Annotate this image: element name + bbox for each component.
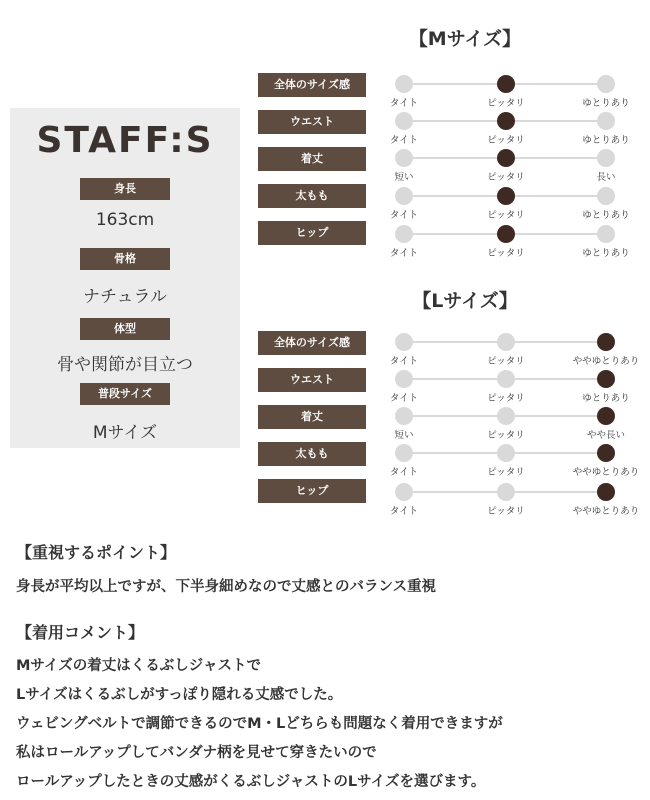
scale-tick-label: ゆとりあり: [582, 210, 630, 221]
comment-line: ウェビングベルトで調節できるのでM・Lどちらも問題なく着用できますが: [16, 716, 503, 732]
scale-dot: [395, 483, 413, 501]
comment-line: ロールアップしたときの丈感がくるぶしジャストのLサイズを選びます。: [16, 774, 486, 790]
height-value: 163cm: [95, 210, 155, 230]
scale-tick-label: ややゆとりあり: [572, 467, 640, 478]
l-row-label: 着丈: [258, 405, 366, 429]
scale-dot: [597, 225, 615, 243]
selected-scale-dot: [597, 370, 615, 388]
scale-dot: [597, 75, 615, 93]
frame-badge: 骨格: [80, 248, 170, 270]
scale-dot: [395, 187, 413, 205]
selected-scale-dot: [497, 75, 515, 93]
scale-dot: [395, 112, 413, 130]
usual-size-value: Mサイズ: [92, 423, 158, 443]
scale-dot: [597, 187, 615, 205]
point-heading: 【重視するポイント】: [16, 543, 177, 562]
scale-tick-label: 長い: [596, 172, 616, 183]
usual-size-badge: 普段サイズ: [80, 383, 170, 405]
scale-tick-label: ゆとりあり: [582, 135, 630, 146]
selected-scale-dot: [597, 444, 615, 462]
m-row-label: 全体のサイズ感: [258, 73, 366, 97]
scale-tick-label: タイト: [389, 98, 419, 109]
scale-dot: [395, 333, 413, 351]
scale-dot: [597, 112, 615, 130]
m-row-label: 太もも: [258, 184, 366, 208]
scale-dot: [395, 75, 413, 93]
scale-tick-label: ゆとりあり: [582, 98, 630, 109]
selected-scale-dot: [597, 333, 615, 351]
height-badge: 身長: [80, 178, 170, 200]
comment-line: 私はロールアップしてバンダナ柄を見せて穿きたいので: [16, 745, 377, 761]
scale-dot: [395, 407, 413, 425]
scale-tick-label: ゆとりあり: [582, 393, 630, 404]
selected-scale-dot: [497, 225, 515, 243]
scale-tick-label: タイト: [389, 210, 419, 221]
scale-tick-label: ピッタリ: [487, 172, 525, 183]
scale-tick-label: やや長い: [586, 430, 626, 441]
staff-card: [10, 108, 240, 448]
scale-tick-label: ピッタリ: [487, 248, 525, 259]
scale-tick-label: タイト: [389, 135, 419, 146]
m-row-label: ヒップ: [258, 221, 366, 245]
scale-tick-label: タイト: [389, 506, 419, 517]
scale-tick-label: ピッタリ: [487, 356, 525, 367]
selected-scale-dot: [597, 483, 615, 501]
scale-tick-label: ややゆとりあり: [572, 356, 640, 367]
staff-title: STAFF:S: [36, 120, 214, 161]
l-row-label: 全体のサイズ感: [258, 331, 366, 355]
scale-tick-label: タイト: [389, 393, 419, 404]
scale-tick-label: ピッタリ: [487, 430, 525, 441]
selected-scale-dot: [597, 407, 615, 425]
scale-dot: [497, 333, 515, 351]
scale-dot: [395, 444, 413, 462]
scale-dot: [395, 225, 413, 243]
scale-tick-label: ゆとりあり: [582, 248, 630, 259]
point-text: 身長が平均以上ですが、下半身細めなので丈感とのバランス重視: [16, 579, 437, 595]
scale-tick-label: 短い: [394, 430, 414, 441]
selected-scale-dot: [497, 187, 515, 205]
scale-tick-label: ピッタリ: [487, 135, 525, 146]
selected-scale-dot: [497, 149, 515, 167]
m-row-label: ウエスト: [258, 110, 366, 134]
scale-dot: [497, 444, 515, 462]
body-type-badge: 体型: [80, 318, 170, 340]
comment-line: Mサイズの着丈はくるぶしジャストで: [16, 658, 261, 674]
scale-tick-label: ピッタリ: [487, 98, 525, 109]
scale-tick-label: ピッタリ: [487, 393, 525, 404]
comment-line: Lサイズはくるぶしがすっぽり隠れる丈感でした。: [16, 687, 343, 703]
m-row-label: 着丈: [258, 147, 366, 171]
l-row-label: ヒップ: [258, 479, 366, 503]
frame-value: ナチュラル: [83, 287, 167, 307]
body-type-value: 骨や関節が目立つ: [57, 355, 193, 375]
scale-tick-label: タイト: [389, 356, 419, 367]
scale-tick-label: ややゆとりあり: [572, 506, 640, 517]
scale-tick-label: タイト: [389, 248, 419, 259]
scale-dot: [395, 149, 413, 167]
selected-scale-dot: [497, 112, 515, 130]
scale-dot: [597, 149, 615, 167]
l-size-title: 【Lサイズ】: [412, 290, 518, 312]
scale-dot: [497, 483, 515, 501]
l-row-label: 太もも: [258, 442, 366, 466]
m-size-title: 【Mサイズ】: [408, 28, 522, 50]
comment-heading: 【着用コメント】: [16, 623, 145, 642]
l-row-label: ウエスト: [258, 368, 366, 392]
scale-dot: [497, 407, 515, 425]
scale-tick-label: タイト: [389, 467, 419, 478]
scale-dot: [395, 370, 413, 388]
scale-tick-label: 短い: [394, 172, 414, 183]
scale-dot: [497, 370, 515, 388]
scale-tick-label: ピッタリ: [487, 210, 525, 221]
scale-tick-label: ピッタリ: [487, 467, 525, 478]
scale-tick-label: ピッタリ: [487, 506, 525, 517]
